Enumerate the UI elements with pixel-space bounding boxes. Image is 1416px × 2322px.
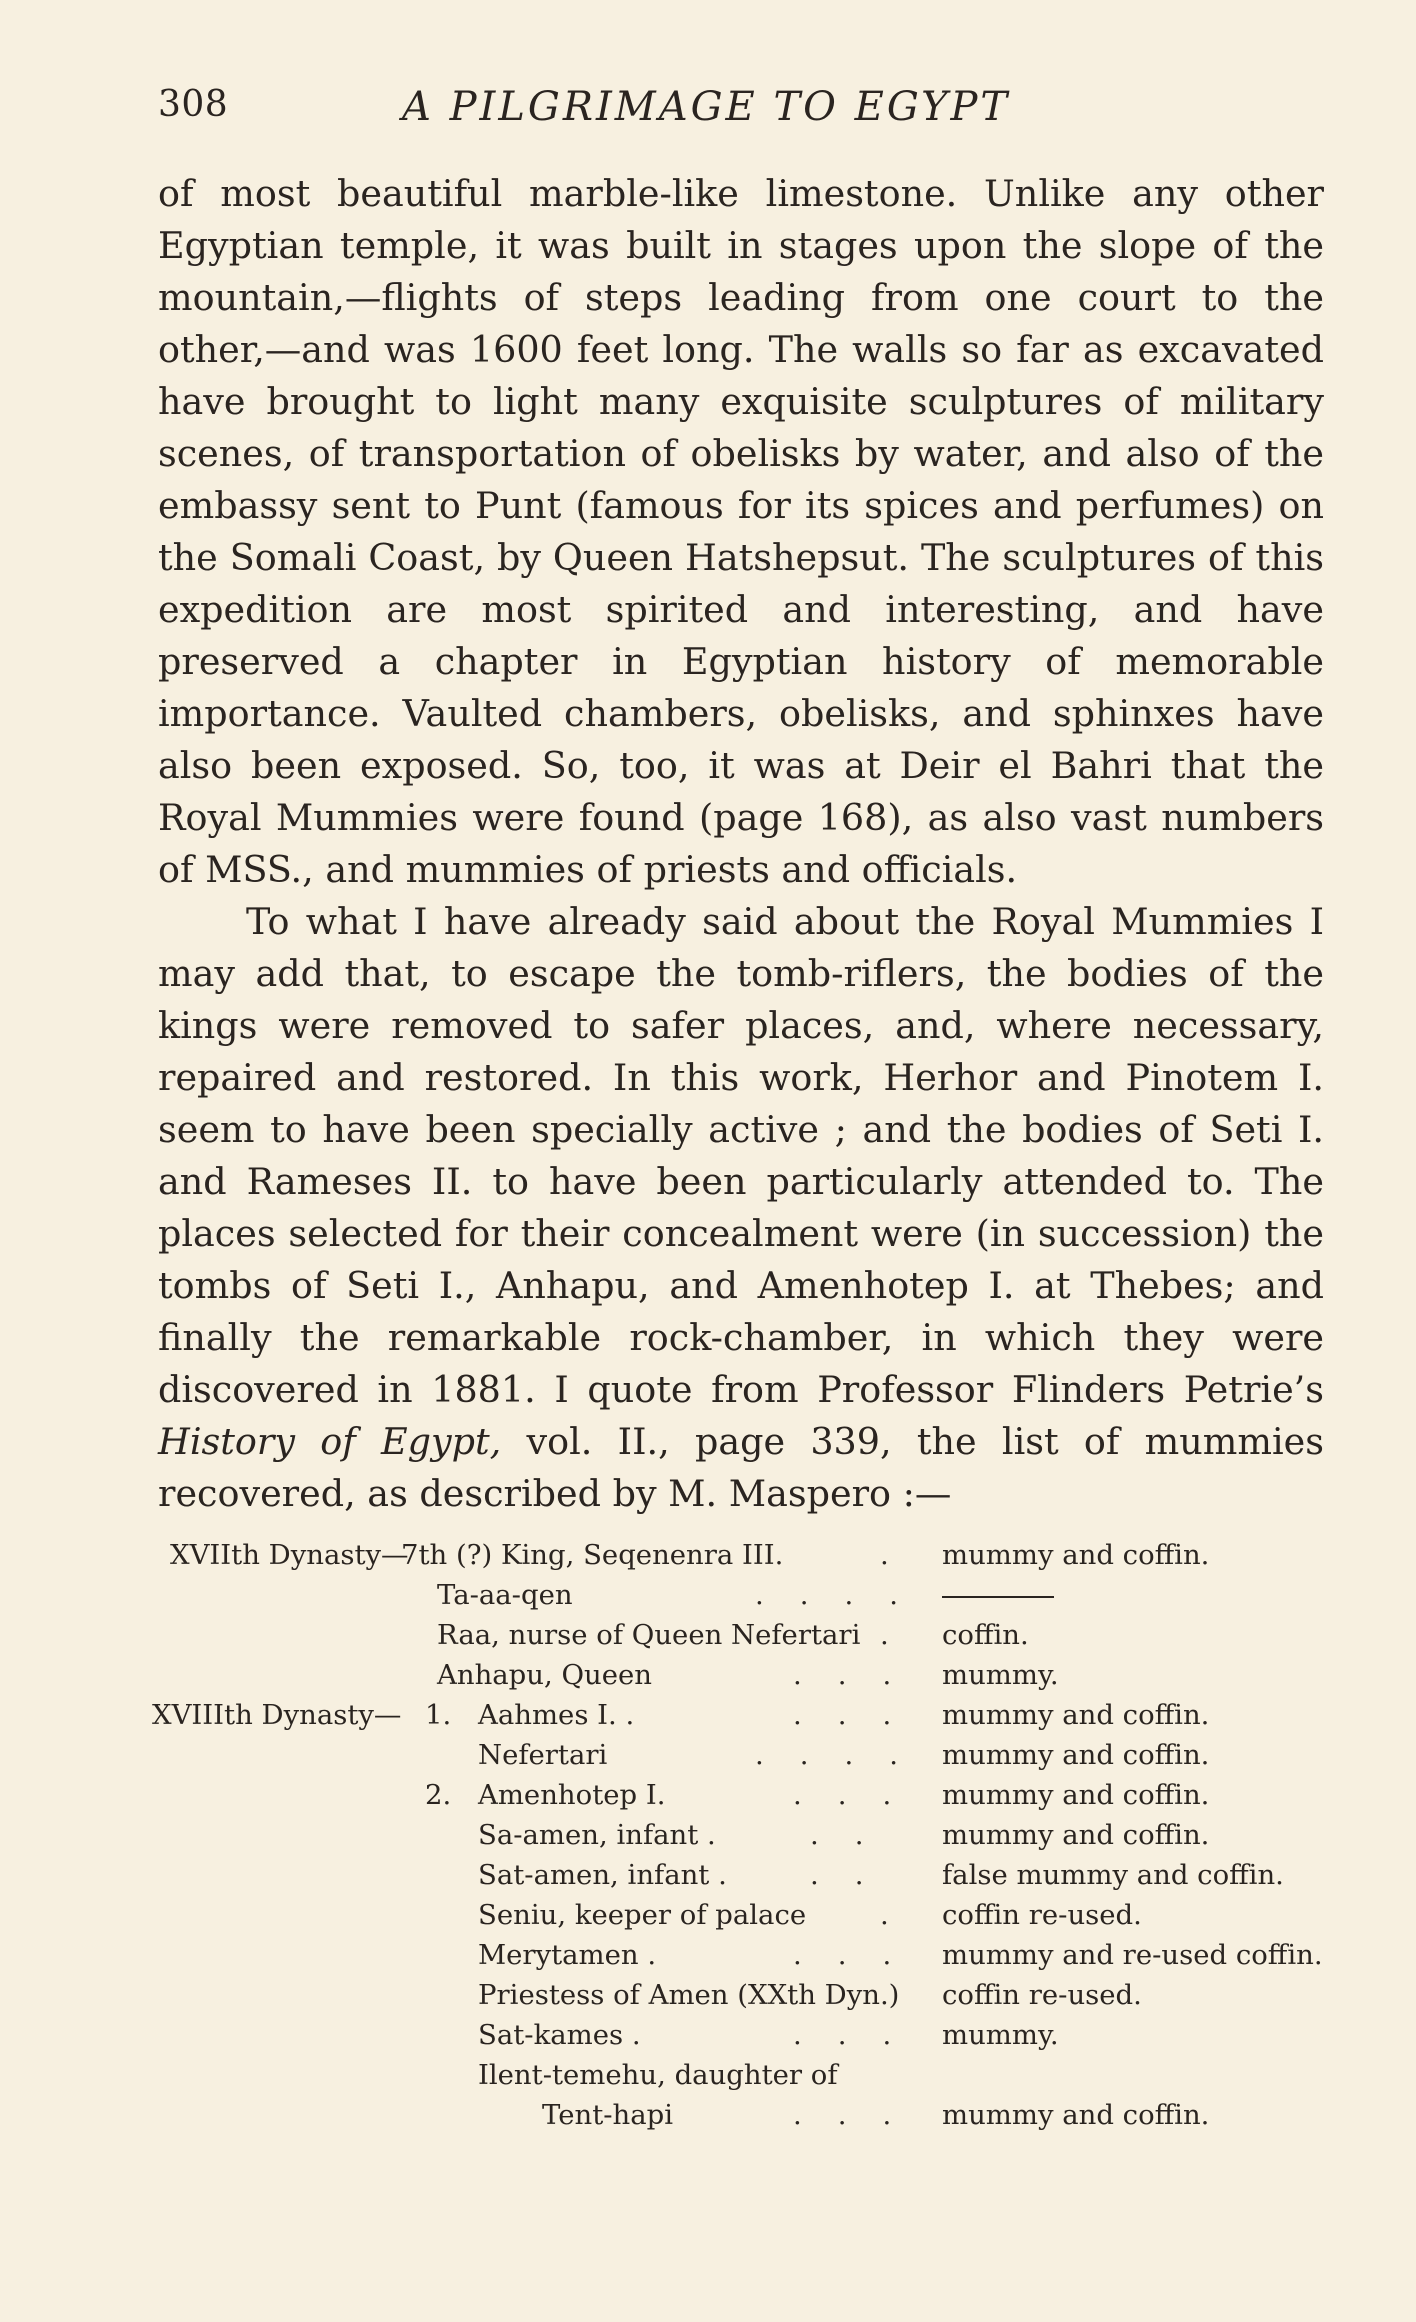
list-item — [0, 1895, 1416, 1935]
list-item — [0, 1815, 1416, 1855]
mummy-condition: mummy and re-used coffin. — [942, 1939, 1323, 1971]
condition-blank — [942, 1575, 1054, 1615]
paragraph-text: To what I have already said about the Royal Mummies I may add that, to escape the tomb-riflers, the bodies of the kings were removed to safer places, and, where necessary, repaired and restored. In this work, Herhor and Pinotem I. seem to have been specially active ; and the bodies of Seti I. and Rameses II. to have been particularly attended to. The places selected for their concealment were (in succession) the tombs of Seti I., Anhapu, and Amenhotep I. at Thebes; and finally the remarkable rock-chamber, in which they were discovered in 1881. I quote from Professor Flinders Petrie’s — [158, 900, 1324, 1411]
mummy-name: Seniu, keeper of palace — [478, 1899, 807, 1931]
dot-leader: ... — [793, 1939, 928, 1971]
mummy-condition: coffin re-used. — [942, 1899, 1142, 1931]
mummy-name: Ta-aa-qen — [437, 1579, 573, 1611]
list-item — [0, 1655, 1416, 1695]
dot-leader: .... — [755, 1739, 934, 1771]
entry-number: 1. — [425, 1699, 452, 1731]
mummy-name: Anhapu, Queen — [437, 1659, 652, 1691]
mummy-name: Amenhotep I. — [478, 1779, 666, 1811]
mummy-name: Sa-amen, infant . — [478, 1819, 716, 1851]
mummy-name: Aahmes I. . — [478, 1699, 635, 1731]
list-item — [0, 2055, 1416, 2095]
mummy-condition: mummy and coffin. — [942, 2099, 1210, 2131]
mummy-condition: mummy and coffin. — [942, 1819, 1210, 1851]
mummy-name: Ilent-temehu, daughter of — [478, 2059, 838, 2091]
list-item — [0, 1775, 1416, 1815]
list-item — [0, 1535, 1416, 1575]
dot-leader: .. — [810, 1819, 900, 1851]
mummy-condition: false mummy and coffin. — [942, 1859, 1284, 1891]
list-item — [0, 1695, 1416, 1735]
mummy-name: Tent-hapi — [542, 2099, 674, 2131]
list-item — [0, 1615, 1416, 1655]
entry-number: 2. — [425, 1779, 452, 1811]
dot-leader: .. — [810, 1859, 900, 1891]
book-title-italic: History of Egypt, — [158, 1420, 502, 1463]
dot-leader: . — [880, 1899, 889, 1931]
list-item — [0, 1935, 1416, 1975]
running-head: A PILGRIMAGE TO EGYPT — [402, 84, 1011, 130]
mummy-name: Raa, nurse of Queen Nefertari — [437, 1619, 861, 1651]
mummy-name: Sat-amen, infant . — [478, 1859, 727, 1891]
mummy-condition: mummy. — [942, 1659, 1059, 1691]
mummy-name: Sat-kames . — [478, 2019, 641, 2051]
list-item — [0, 1575, 1416, 1615]
dot-leader: ... — [793, 1699, 928, 1731]
page-number: 308 — [158, 84, 229, 125]
mummy-condition: coffin. — [942, 1619, 1029, 1651]
dot-leader: ... — [793, 1659, 928, 1691]
dynasty-label: XVIIIth Dynasty— — [152, 1699, 402, 1731]
list-item — [0, 1975, 1416, 2015]
dot-leader: . — [880, 1539, 889, 1571]
paragraph-temple: of most beautiful marble-like limestone. Unlike any other Egyptian temple, it was built in stages upon the slope of the mountain,—flights of steps leading from one court to the other,—and was 1600 feet long. The walls so far as excavated have brought to light many exquisite sculptures of military scenes, of transportation of obelisks by water, and also of the embassy sent to Punt (famous for its spices and perfumes) on the Somali Coast, by Queen Hatshepsut. The sculptures of this expedition are most spirited and interesting, and have preserved a chapter in Egyptian history of memorable importance. Vaulted chambers, obelisks, and sphinxes have also been exposed. So, too, it was at Deir el Bahri that the Royal Mummies were found (page 168), as also vast numbers of MSS., and mummies of priests and officials. — [158, 172, 1324, 891]
dynasty-label: XVIIth Dynasty— — [170, 1539, 409, 1571]
dot-leader: . — [880, 1619, 889, 1651]
mummy-condition: mummy and coffin. — [942, 1699, 1210, 1731]
body-text — [158, 168, 1324, 1520]
mummy-condition: mummy and coffin. — [942, 1739, 1210, 1771]
dot-leader: ... — [793, 2019, 928, 2051]
mummy-name: Nefertari — [478, 1739, 608, 1771]
paragraph-text: vol. II., page 339, the list of mummies recovered, as described by M. Maspero :— — [158, 1420, 1325, 1515]
mummy-condition: mummy and coffin. — [942, 1539, 1210, 1571]
dot-leader: .... — [755, 1579, 934, 1611]
list-item — [0, 2095, 1416, 2135]
blank-dash — [942, 1596, 1054, 1598]
paragraph-royal-mummies — [158, 896, 1324, 1520]
mummy-condition: coffin re-used. — [942, 1979, 1142, 2011]
list-item — [0, 1855, 1416, 1895]
dot-leader: ... — [793, 2099, 928, 2131]
list-item — [0, 1735, 1416, 1775]
mummy-condition: mummy. — [942, 2019, 1059, 2051]
mummy-name: Merytamen . — [478, 1939, 657, 1971]
mummy-name: 7th (?) King, Seqenenra III. — [401, 1539, 784, 1571]
list-item — [0, 2015, 1416, 2055]
dot-leader: ... — [793, 1779, 928, 1811]
mummy-name: Priestess of Amen (XXth Dyn.) — [478, 1979, 900, 2011]
mummy-condition: mummy and coffin. — [942, 1779, 1210, 1811]
